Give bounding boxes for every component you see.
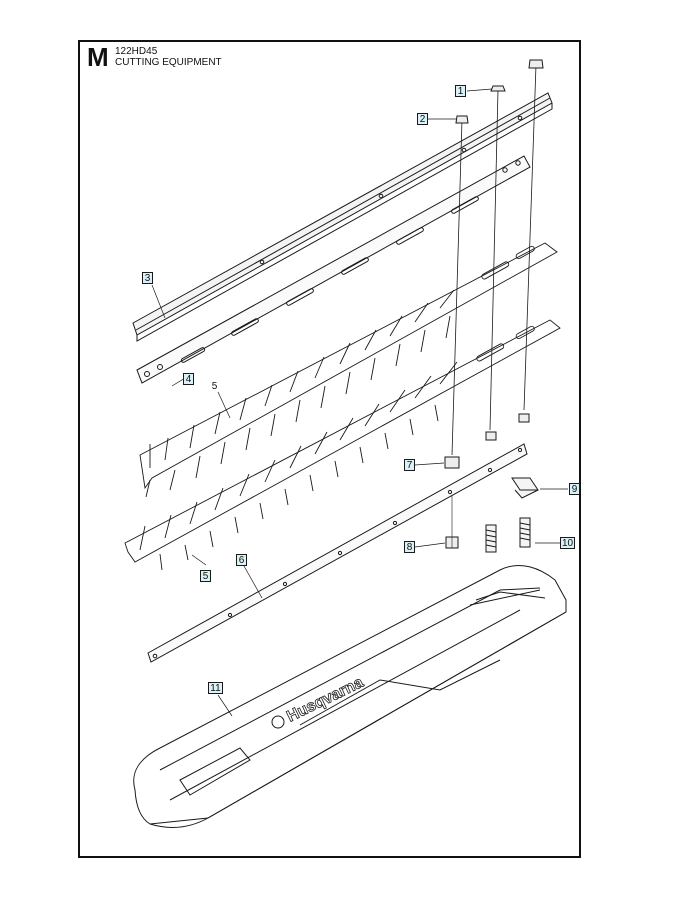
- upper-blade: [140, 243, 557, 497]
- callout-2: 2: [417, 113, 428, 125]
- flat-bar: [137, 156, 530, 383]
- callout-10: 10: [561, 538, 574, 549]
- callout-6: 6: [236, 554, 247, 566]
- model-number: 122HD45: [115, 46, 158, 57]
- callout-3: 3: [142, 272, 153, 284]
- callout-11: 11: [208, 682, 223, 694]
- callout-9: 9: [569, 483, 580, 495]
- section-letter: M: [87, 42, 109, 72]
- callout-1: 1: [455, 85, 466, 97]
- callout-5-lower: 5: [200, 570, 211, 582]
- callout-7: 7: [404, 459, 415, 471]
- callout-8: 8: [404, 541, 415, 553]
- callout-5-upper: 5: [211, 381, 218, 392]
- husqvarna-logo: Husqvarna: [284, 674, 367, 726]
- section-title: CUTTING EQUIPMENT: [115, 57, 222, 68]
- callout-4: 4: [183, 373, 194, 385]
- support-bar: [133, 93, 552, 341]
